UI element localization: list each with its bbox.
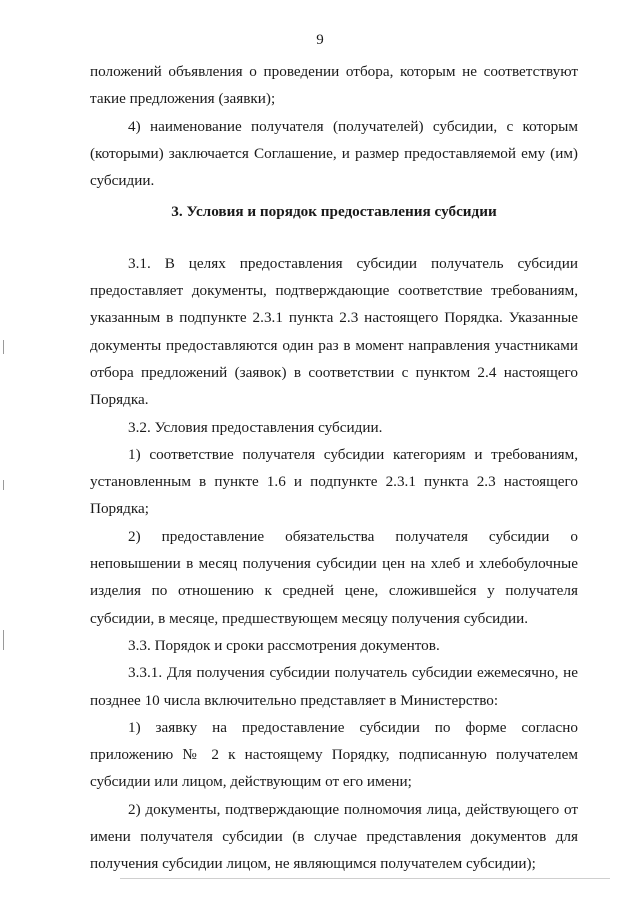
bottom-rule — [120, 878, 610, 879]
document-body — [90, 58, 578, 878]
scan-edge-mark — [3, 630, 4, 650]
scan-edge-mark — [3, 480, 4, 490]
section-heading: 3. Условия и порядок предоставления субсидии — [171, 203, 497, 221]
paragraph-3-3-1: 3.3.1. Для получения субсидии получатель субсидии ежемесячно, не позднее 10 числа включительно представляет в Министерство: — [90, 664, 578, 709]
paragraph-3-2-item-2: 2) предоставление обязательства получателя субсидии о неповышении в месяц получения субсидии цен на хлеб и хлебобулочные изделия по отношению к средней цене, сложившейся у получателя субсидии, в месяце, предшествующем месяцу получения субсидии. — [90, 527, 578, 627]
paragraph-3-3-1-item-2: 2) документы, подтверждающие полномочия лица, действующего от имени получателя субсидии (в случае представления документов для получения субсидии лицом, не являющимся получателем субсидии); — [90, 800, 578, 873]
page-number: 9 — [316, 32, 324, 48]
paragraph-continued: положений объявления о проведении отбора, которым не соответствуют такие предложения (заявки); — [90, 63, 578, 108]
paragraph-3-3: 3.3. Порядок и сроки рассмотрения документов. — [128, 636, 440, 654]
paragraph-3-1: 3.1. В целях предоставления субсидии получатель субсидии предоставляет документы, подтверждающие соответствие требованиям, указанным в подпункте 2.3.1 пункта 2.3 настоящего Порядка. Указанные документы предоставляются один раз в момент направления участниками отбора предложений (заявок) в соответствии с пунктом 2.4 настоящего Порядка. — [90, 254, 578, 409]
paragraph-3-3-1-item-1: 1) заявку на предоставление субсидии по форме согласно приложению № 2 к настоящему Порядку, подписанную получателем субсидии или лицом, действующим от его имени; — [90, 718, 578, 791]
paragraph-3-2: 3.2. Условия предоставления субсидии. — [128, 418, 383, 436]
scan-edge-mark — [3, 340, 4, 354]
paragraph-3-2-item-1: 1) соответствие получателя субсидии категориям и требованиям, установленным в пункте 1.6 и подпункте 2.3.1 пункта 2.3 настоящего Порядка; — [90, 445, 578, 518]
paragraph-item-4: 4) наименование получателя (получателей) субсидии, с которым (которыми) заключается Соглашение, и размер предоставляемой ему (им) субсидии. — [90, 117, 578, 190]
